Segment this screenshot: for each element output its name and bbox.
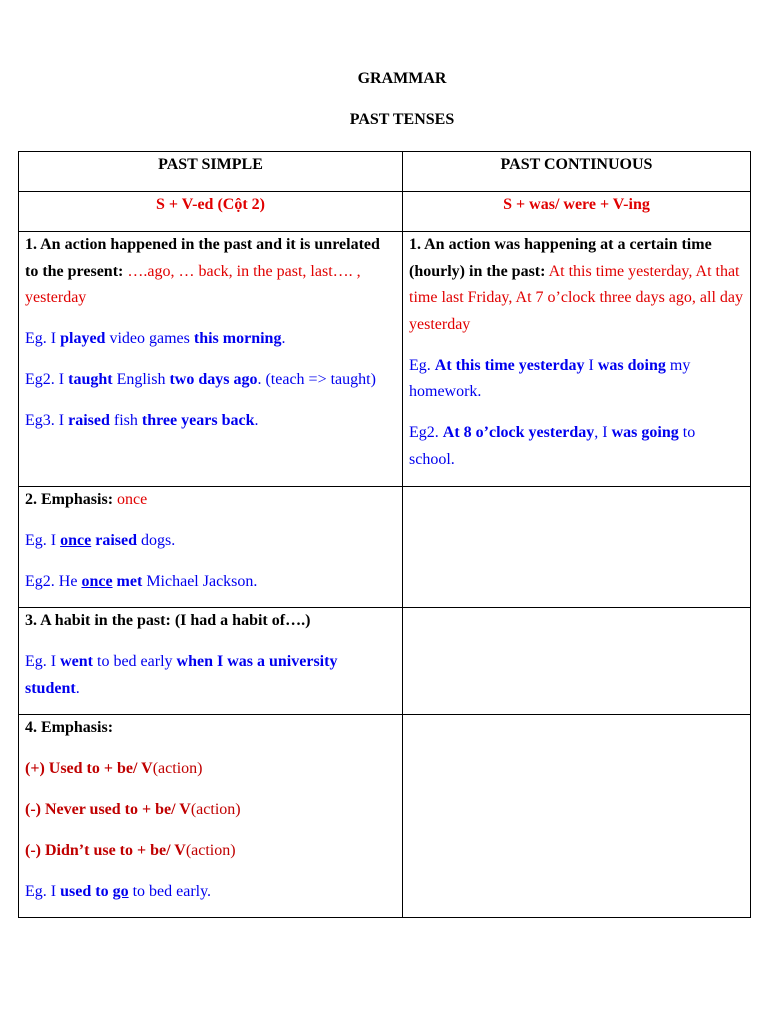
document-title: GRAMMAR [357, 70, 447, 87]
simple-usage-2-cell [19, 487, 403, 608]
used-to-affirmative-formula: (+) Used to + be/ V(action) [25, 760, 203, 777]
table-row [19, 608, 751, 715]
simple-usage-3-rule: 3. A habit in the past: (I had a habit of….) [25, 612, 311, 629]
simple-example-1: Eg. I played video games this morning. [25, 330, 286, 347]
continuous-usage-1-rule: 1. An action was happening at a certain time (hourly) in the past: At this time yesterday, At that time last Friday, At 7 o’clock three days ago, all day yesterday [409, 236, 743, 333]
simple-usage-1-cell [19, 232, 403, 487]
continuous-usage-1-cell [403, 232, 751, 487]
formula-row [19, 192, 751, 232]
simple-usage-4-example: Eg. I used to go to bed early. [25, 883, 212, 900]
tenses-table [18, 151, 751, 918]
document-subtitle: PAST TENSES [349, 111, 455, 128]
simple-example-2: Eg2. I taught English two days ago. (teach => taught) [25, 371, 376, 388]
table-row [19, 715, 751, 918]
continuous-empty-cell [403, 487, 751, 608]
table-row [19, 487, 751, 608]
continuous-empty-cell [403, 715, 751, 918]
header-past-simple: PAST SIMPLE [19, 152, 403, 192]
simple-usage-2-rule: 2. Emphasis: once [25, 491, 148, 508]
simple-usage-2-example-1: Eg. I once raised dogs. [25, 532, 176, 549]
never-used-to-formula: (-) Never used to + be/ V(action) [25, 801, 241, 818]
simple-usage-4-rule: 4. Emphasis: [25, 719, 114, 736]
continuous-empty-cell [403, 608, 751, 715]
simple-usage-3-example: Eg. I went to bed early when I was a university student. [25, 653, 338, 697]
formula-past-continuous: S + was/ were + V-ing [403, 192, 751, 232]
simple-example-3: Eg3. I raised fish three years back. [25, 412, 259, 429]
header-row [19, 152, 751, 192]
simple-usage-2-example-2: Eg2. He once met Michael Jackson. [25, 573, 258, 590]
simple-usage-1-rule: 1. An action happened in the past and it is unrelated to the present: ….ago, … back, in the past, last…. , yesterday [25, 236, 380, 306]
continuous-example-2: Eg2. At 8 o’clock yesterday, I was going to school. [409, 424, 696, 468]
didnt-use-to-formula: (-) Didn’t use to + be/ V(action) [25, 842, 236, 859]
header-past-continuous: PAST CONTINUOUS [403, 152, 751, 192]
table-row [19, 232, 751, 487]
formula-past-simple: S + V-ed (Cột 2) [19, 192, 403, 232]
simple-usage-4-cell [19, 715, 403, 918]
simple-usage-3-cell [19, 608, 403, 715]
continuous-example-1: Eg. At this time yesterday I was doing my homework. [409, 356, 691, 400]
